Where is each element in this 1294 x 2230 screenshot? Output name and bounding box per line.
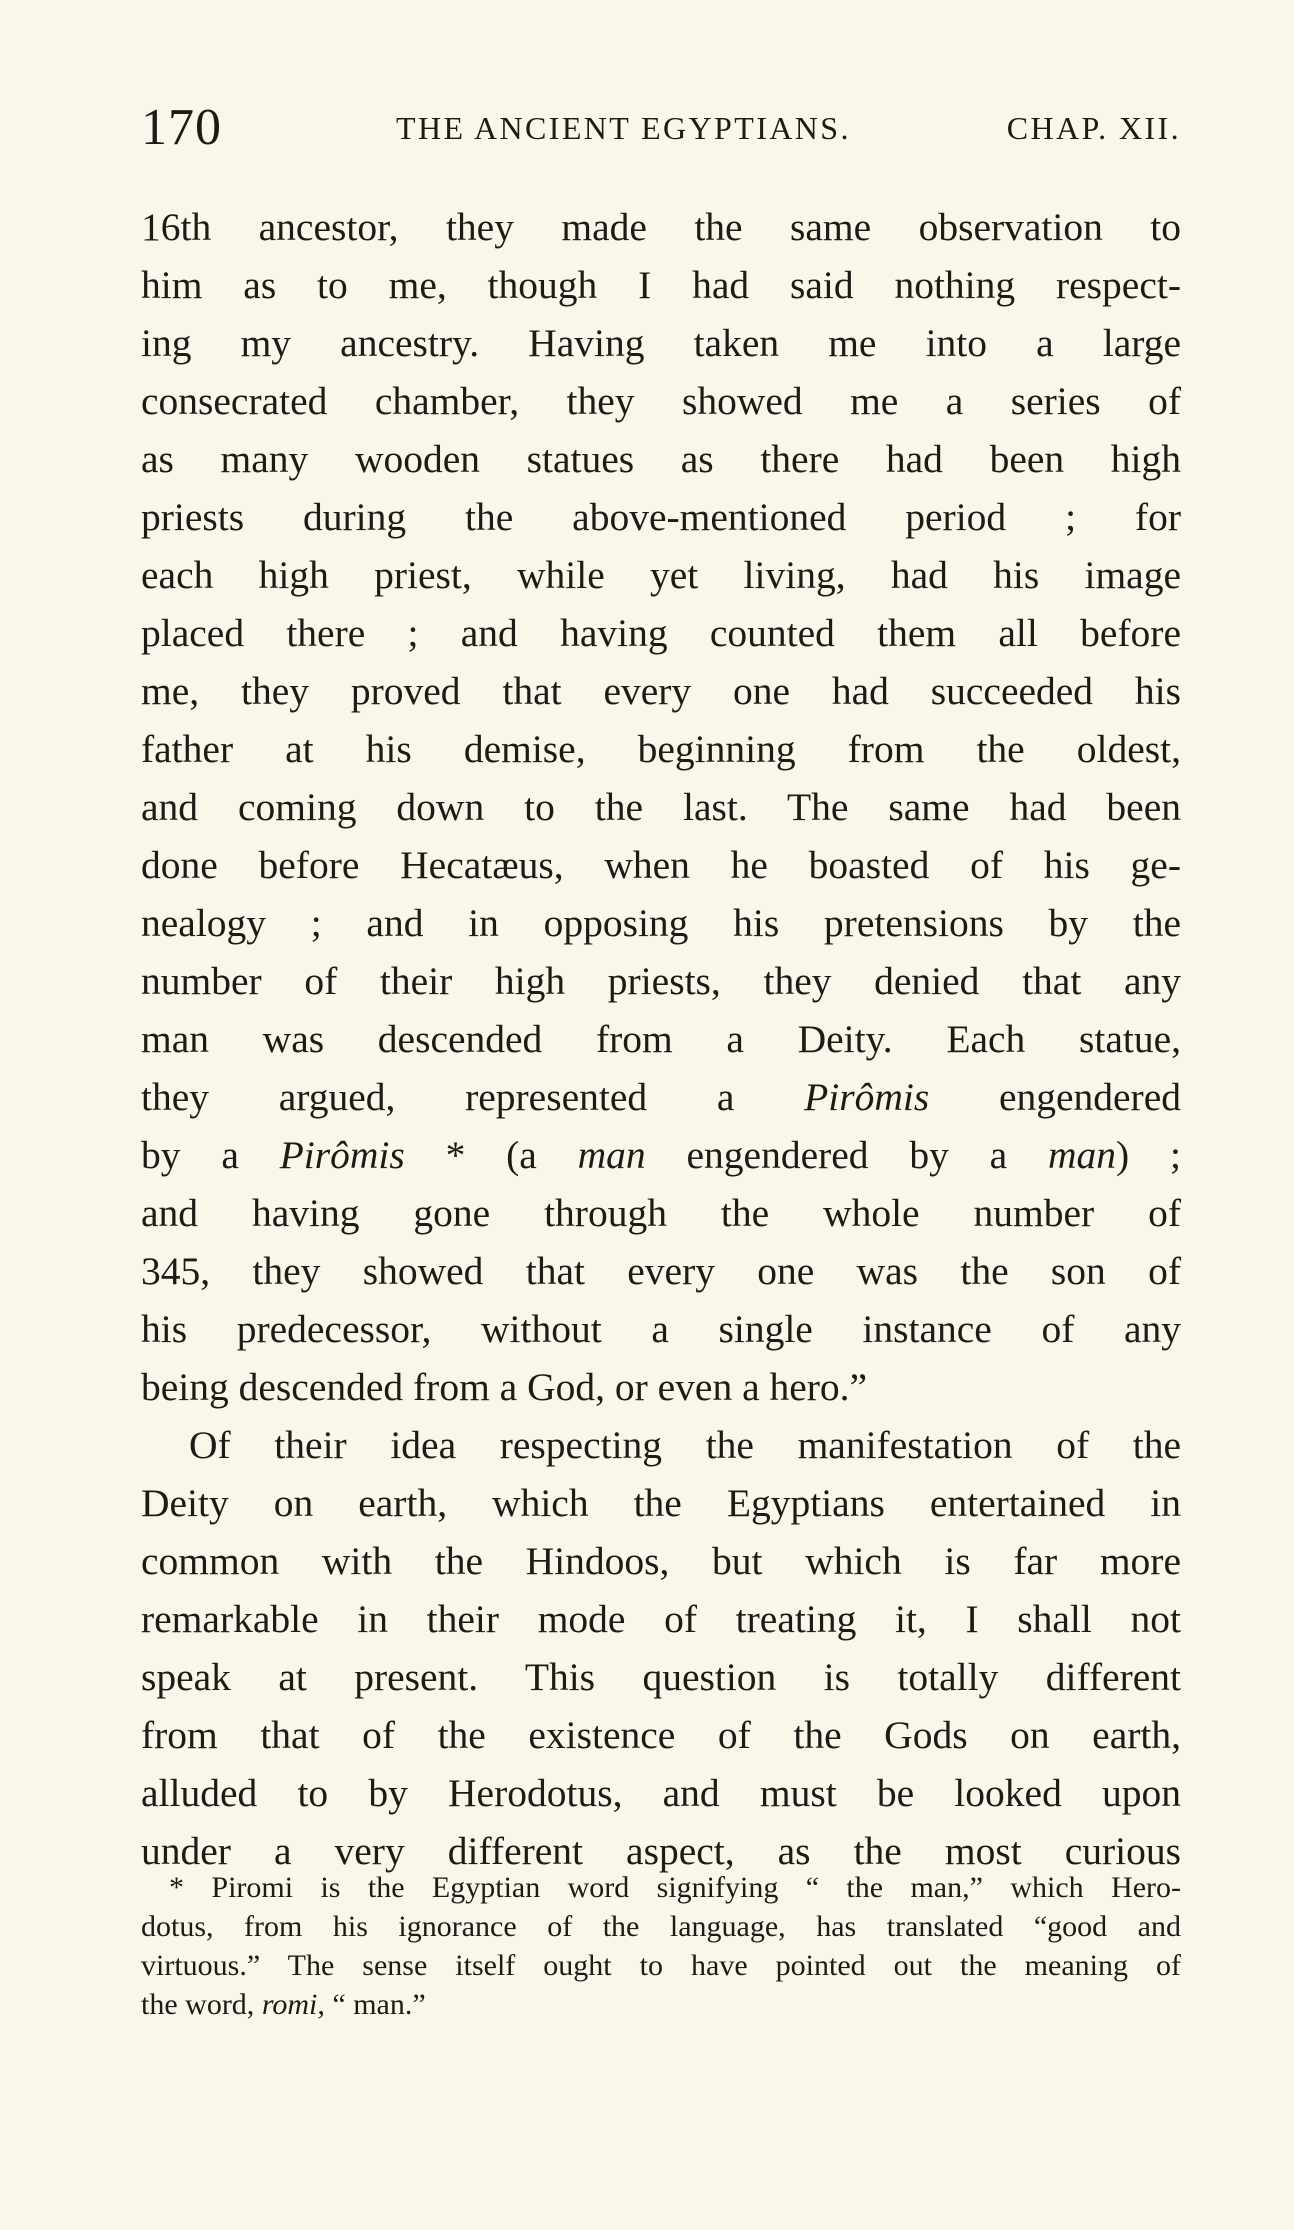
italic-text: Pirômis bbox=[804, 1075, 930, 1119]
text-line bbox=[141, 952, 1181, 1010]
text-segment: being descended from a God, or even a hero.” bbox=[141, 1365, 868, 1409]
text-line bbox=[141, 720, 1181, 778]
running-head bbox=[141, 98, 1181, 158]
italic-text: man bbox=[577, 1133, 646, 1177]
text-segment: the word, bbox=[141, 1988, 262, 2021]
text-line bbox=[141, 546, 1181, 604]
text-segment: each high priest, while yet living, had his image bbox=[141, 553, 1181, 597]
text-segment: 16th ancestor, they made the same observation to bbox=[141, 205, 1181, 249]
text-segment: 345, they showed that every one was the son of bbox=[141, 1249, 1181, 1293]
text-segment: common with the Hindoos, but which is far more bbox=[141, 1539, 1181, 1583]
footnote-line bbox=[141, 1868, 1181, 1907]
text-line bbox=[141, 314, 1181, 372]
text-line bbox=[141, 1416, 1181, 1474]
text-segment: by a bbox=[141, 1133, 280, 1177]
text-segment: “ man.” bbox=[324, 1988, 426, 2021]
text-segment: Of their idea respecting the manifestation of the bbox=[189, 1423, 1181, 1467]
text-segment: done before Hecatæus, when he boasted of his ge- bbox=[141, 843, 1181, 887]
text-segment: as many wooden statues as there had been high bbox=[141, 437, 1181, 481]
text-segment: number of their high priests, they denied that any bbox=[141, 959, 1181, 1003]
text-line bbox=[141, 1242, 1181, 1300]
text-line bbox=[141, 1126, 1181, 1184]
footnote-line bbox=[141, 1985, 1181, 2024]
text-segment: under a very different aspect, as the most curious bbox=[141, 1829, 1181, 1873]
text-line bbox=[141, 372, 1181, 430]
text-line bbox=[141, 836, 1181, 894]
text-line bbox=[141, 1532, 1181, 1590]
text-segment: placed there ; and having counted them all before bbox=[141, 611, 1181, 655]
text-segment: engendered bbox=[929, 1075, 1181, 1119]
text-segment: priests during the above-mentioned period ; for bbox=[141, 495, 1181, 539]
footnote-line bbox=[141, 1907, 1181, 1946]
text-line bbox=[141, 662, 1181, 720]
text-segment: engendered by a bbox=[645, 1133, 1049, 1177]
text-segment: virtuous.” The sense itself ought to have pointed out the meaning of bbox=[141, 1949, 1181, 1982]
text-segment: him as to me, though I had said nothing respect- bbox=[141, 263, 1181, 307]
text-segment: * Piromi is the Egyptian word signifying “ the man,” which Hero- bbox=[169, 1871, 1181, 1904]
text-line bbox=[141, 430, 1181, 488]
text-line bbox=[141, 198, 1181, 256]
text-line bbox=[141, 488, 1181, 546]
text-segment: remarkable in their mode of treating it, I shall not bbox=[141, 1597, 1181, 1641]
text-segment: and coming down to the last. The same had been bbox=[141, 785, 1181, 829]
text-segment: ) ; bbox=[1116, 1133, 1181, 1177]
body-text bbox=[141, 198, 1181, 1880]
text-line bbox=[141, 1358, 1181, 1416]
chapter-label: CHAP. XII. bbox=[1006, 110, 1181, 146]
text-segment: his predecessor, without a single instance of any bbox=[141, 1307, 1181, 1351]
text-line bbox=[141, 1764, 1181, 1822]
text-line bbox=[141, 1300, 1181, 1358]
text-segment: Deity on earth, which the Egyptians entertained in bbox=[141, 1481, 1181, 1525]
text-line bbox=[141, 1590, 1181, 1648]
text-segment: ing my ancestry. Having taken me into a large bbox=[141, 321, 1181, 365]
text-segment: alluded to by Herodotus, and must be looked upon bbox=[141, 1771, 1181, 1815]
text-segment: dotus, from his ignorance of the language, has translated “good and bbox=[141, 1910, 1181, 1943]
text-line bbox=[141, 1184, 1181, 1242]
text-segment: nealogy ; and in opposing his pretensions by the bbox=[141, 901, 1181, 945]
text-segment: man was descended from a Deity. Each statue, bbox=[141, 1017, 1181, 1061]
italic-text: Pirômis bbox=[279, 1133, 405, 1177]
text-segment: father at his demise, beginning from the oldest, bbox=[141, 727, 1181, 771]
text-line bbox=[141, 1068, 1181, 1126]
text-line bbox=[141, 1648, 1181, 1706]
text-line bbox=[141, 1706, 1181, 1764]
footnote-line bbox=[141, 1946, 1181, 1985]
text-segment: speak at present. This question is totally different bbox=[141, 1655, 1181, 1699]
text-segment: from that of the existence of the Gods on earth, bbox=[141, 1713, 1181, 1757]
text-line bbox=[141, 604, 1181, 662]
italic-text: romi, bbox=[261, 1988, 325, 2021]
footnote bbox=[141, 1868, 1181, 2024]
italic-text: man bbox=[1048, 1133, 1117, 1177]
text-line bbox=[141, 1010, 1181, 1068]
running-title: THE ANCIENT EGYPTIANS. bbox=[396, 110, 851, 146]
text-line bbox=[141, 256, 1181, 314]
page-number: 170 bbox=[141, 99, 222, 156]
text-segment: consecrated chamber, they showed me a series of bbox=[141, 379, 1181, 423]
text-line bbox=[141, 894, 1181, 952]
text-segment: me, they proved that every one had succeeded his bbox=[141, 669, 1181, 713]
text-line bbox=[141, 778, 1181, 836]
text-segment: and having gone through the whole number of bbox=[141, 1191, 1181, 1235]
text-segment: * (a bbox=[404, 1133, 578, 1177]
text-segment: they argued, represented a bbox=[141, 1075, 805, 1119]
text-line bbox=[141, 1474, 1181, 1532]
